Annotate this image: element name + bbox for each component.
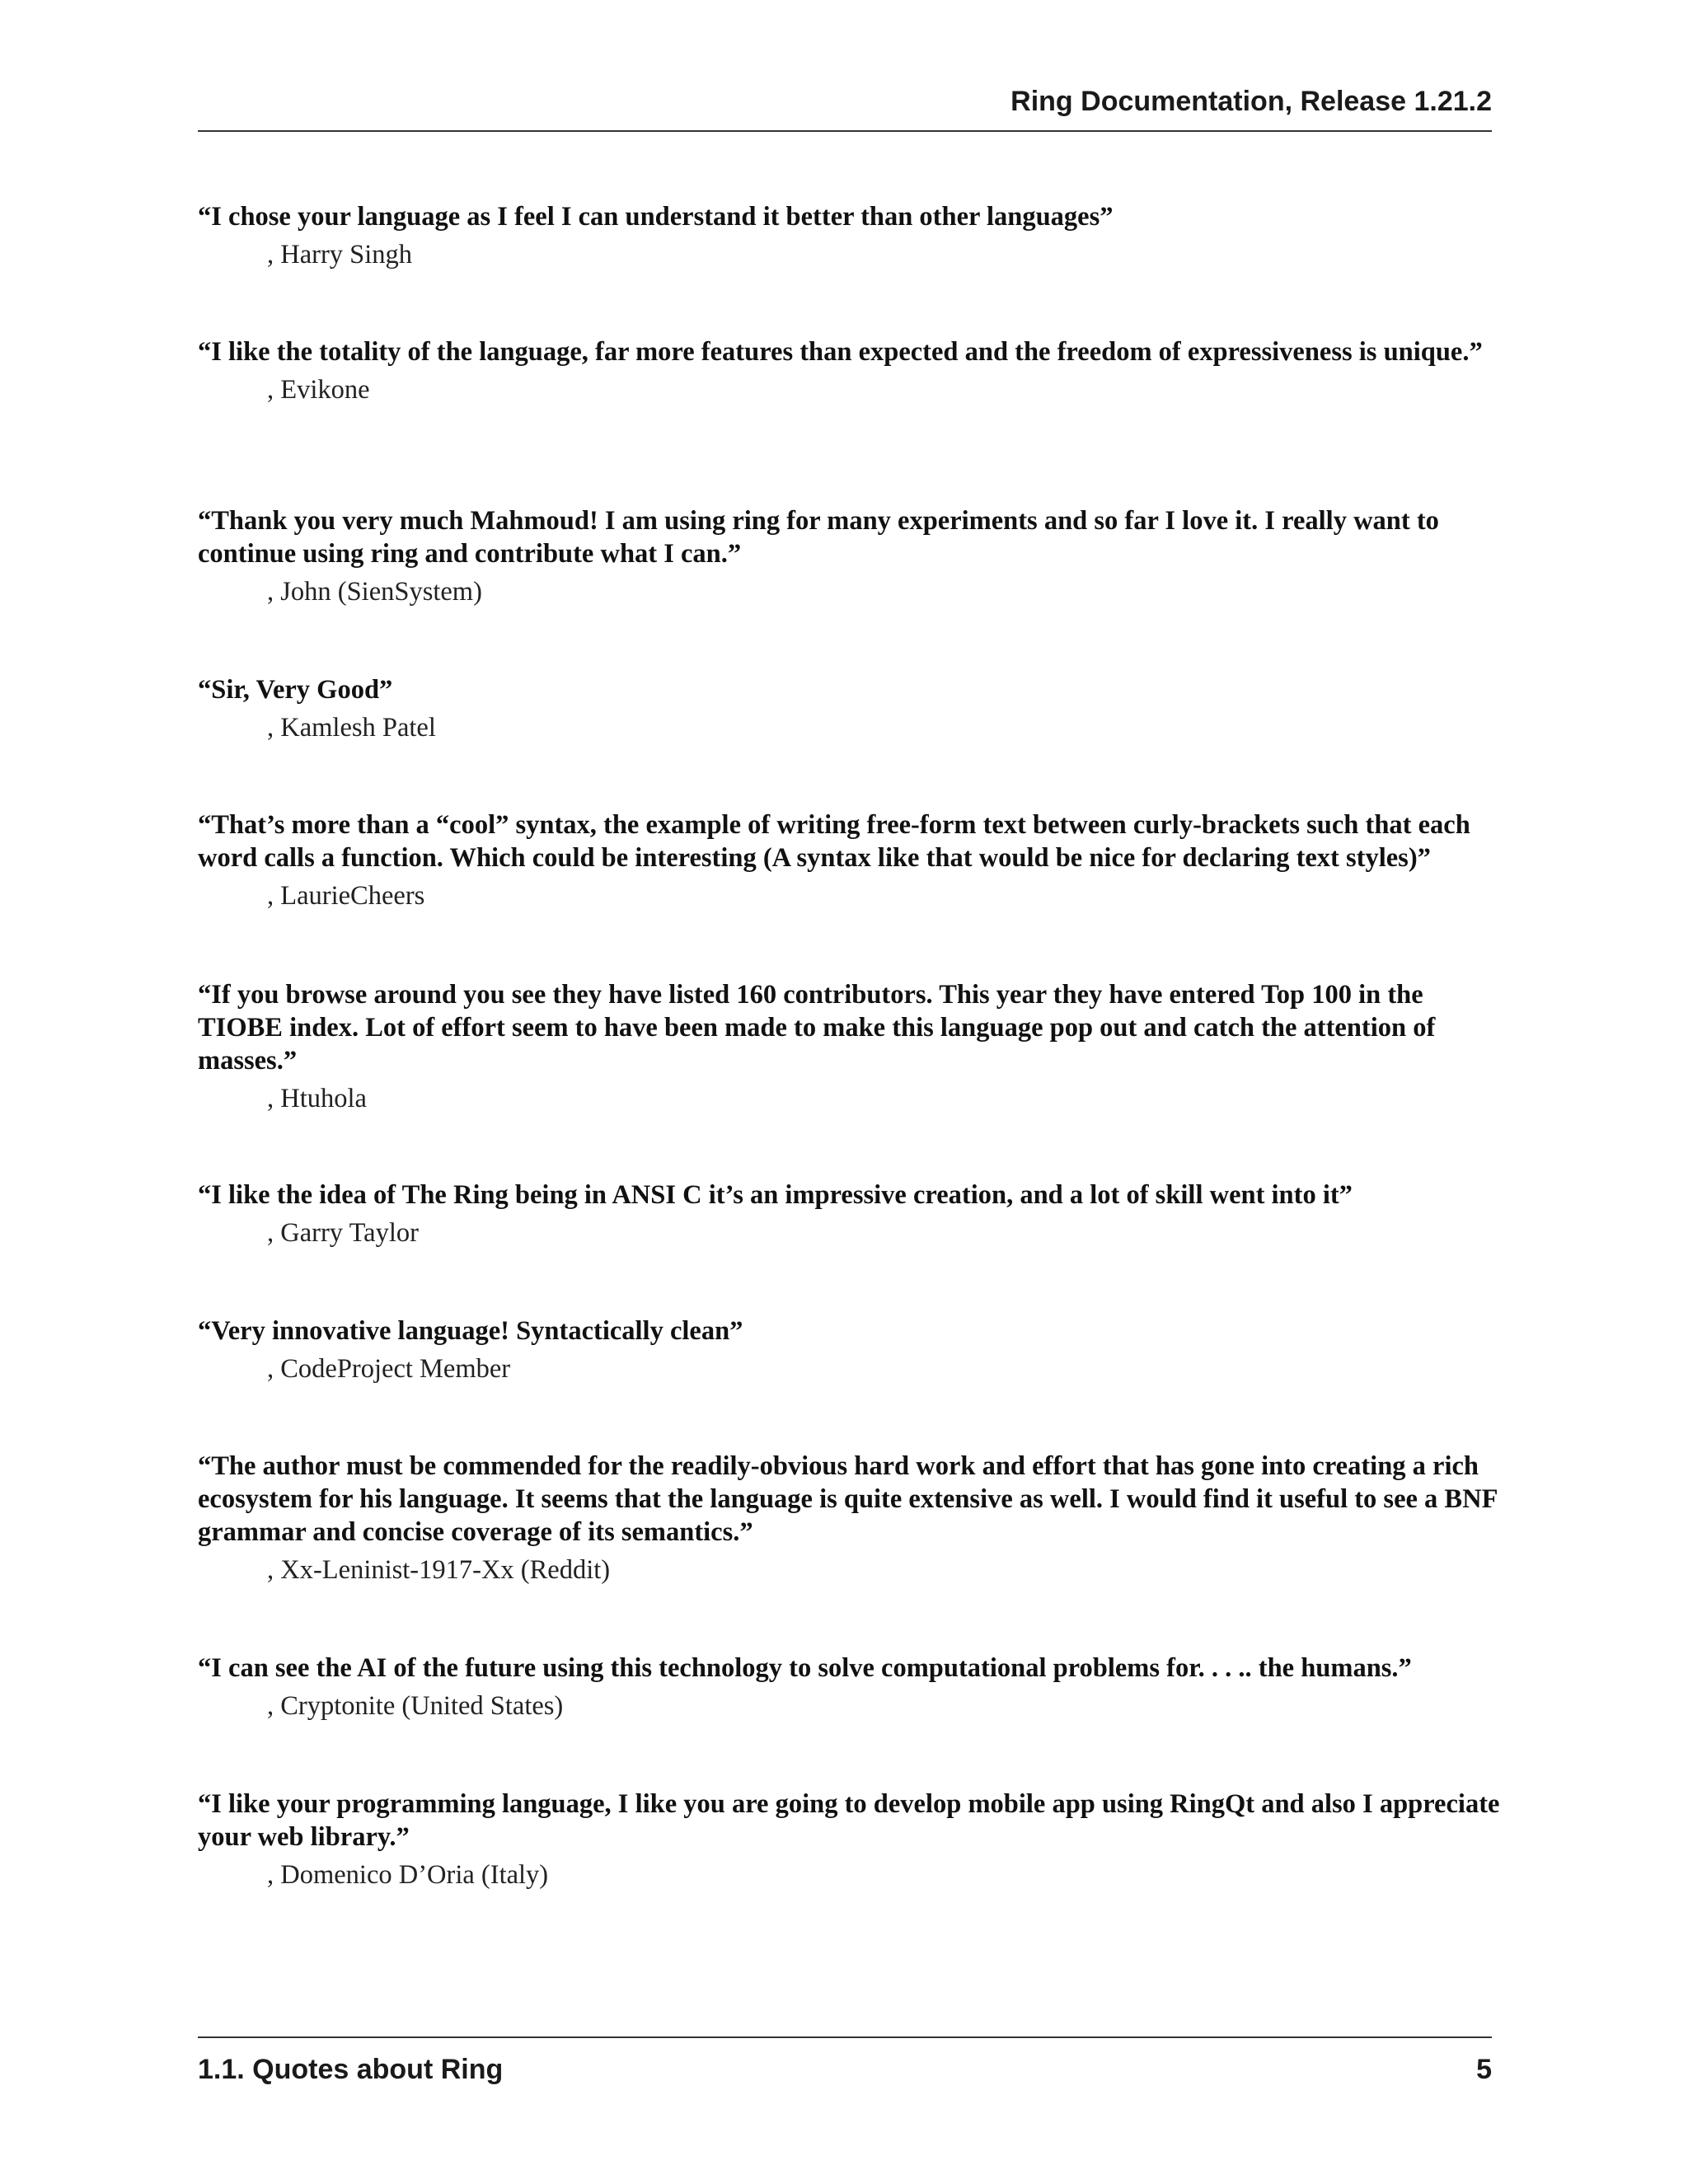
quote-author: , Cryptonite (United States) <box>267 1691 564 1721</box>
quote-text: “Very innovative language! Syntactically clean” <box>198 1316 743 1346</box>
quote-text: “I can see the AI of the future using this technology to solve computational problems for. . . .. the humans.” <box>198 1653 1412 1683</box>
quote-block <box>198 808 1500 912</box>
quote-text: “I like your programming language, I like you are going to develop mobile app using RingQt and also I appreciate your web library.” <box>198 1789 1500 1852</box>
quote-block <box>198 978 1500 1115</box>
quote-block <box>198 1652 1500 1722</box>
quote-block <box>198 1179 1500 1249</box>
quote-author: , Evikone <box>267 375 370 405</box>
running-footer <box>198 2036 1492 2088</box>
quote-author: , John (SienSystem) <box>267 577 482 607</box>
quote-text: “The author must be commended for the readily-obvious hard work and effort that has gone into creating a rich ecosystem for his language. It seems that the language is quite extensive as well. I would find it useful to see a BNF grammar and concise coverage of its semantics.” <box>198 1451 1498 1547</box>
quote-author: , Domenico D’Oria (Italy) <box>267 1860 549 1890</box>
quote-author: , Kamlesh Patel <box>267 713 436 743</box>
page-number: 5 <box>1476 2054 1492 2085</box>
quote-block <box>198 1315 1500 1385</box>
quote-author: , Garry Taylor <box>267 1218 419 1248</box>
quote-text: “That’s more than a “cool” syntax, the example of writing free-form text between curly-brackets such that each word calls a function. Which could be interesting (A syntax like that would be nice for declaring text styles)” <box>198 810 1470 873</box>
quote-block <box>198 1788 1500 1891</box>
quote-author: , LaurieCheers <box>267 881 425 911</box>
quote-author: , Xx-Leninist-1917-Xx (Reddit) <box>267 1555 611 1585</box>
quote-text: “I like the totality of the language, far more features than expected and the freedom of expressiveness is unique.” <box>198 337 1483 367</box>
quote-author: , CodeProject Member <box>267 1354 511 1384</box>
quote-author: , Htuhola <box>267 1084 367 1113</box>
quote-text: “I chose your language as I feel I can understand it better than other languages” <box>198 202 1114 232</box>
quote-author: , Harry Singh <box>267 240 413 269</box>
quote-text: “If you browse around you see they have listed 160 contributors. This year they have entered Top 100 in the TIOBE index. Lot of effort seem to have been made to make this language pop out and catch the attention of masses.” <box>198 980 1436 1076</box>
running-header <box>198 86 1492 132</box>
quote-block <box>198 504 1500 608</box>
quote-text: “Thank you very much Mahmoud! I am using ring for many experiments and so far I love it. I really want to continue using ring and contribute what I can.” <box>198 506 1439 569</box>
quote-block <box>198 335 1500 406</box>
quote-text: “I like the idea of The Ring being in ANSI C it’s an impressive creation, and a lot of skill went into it” <box>198 1180 1353 1210</box>
footer-section-title: 1.1. Quotes about Ring <box>198 2054 504 2085</box>
quote-text: “Sir, Very Good” <box>198 675 393 705</box>
quote-block <box>198 1450 1500 1586</box>
quote-block <box>198 673 1500 744</box>
header-title: Ring Documentation, Release 1.21.2 <box>1010 86 1492 117</box>
quote-block <box>198 200 1500 271</box>
